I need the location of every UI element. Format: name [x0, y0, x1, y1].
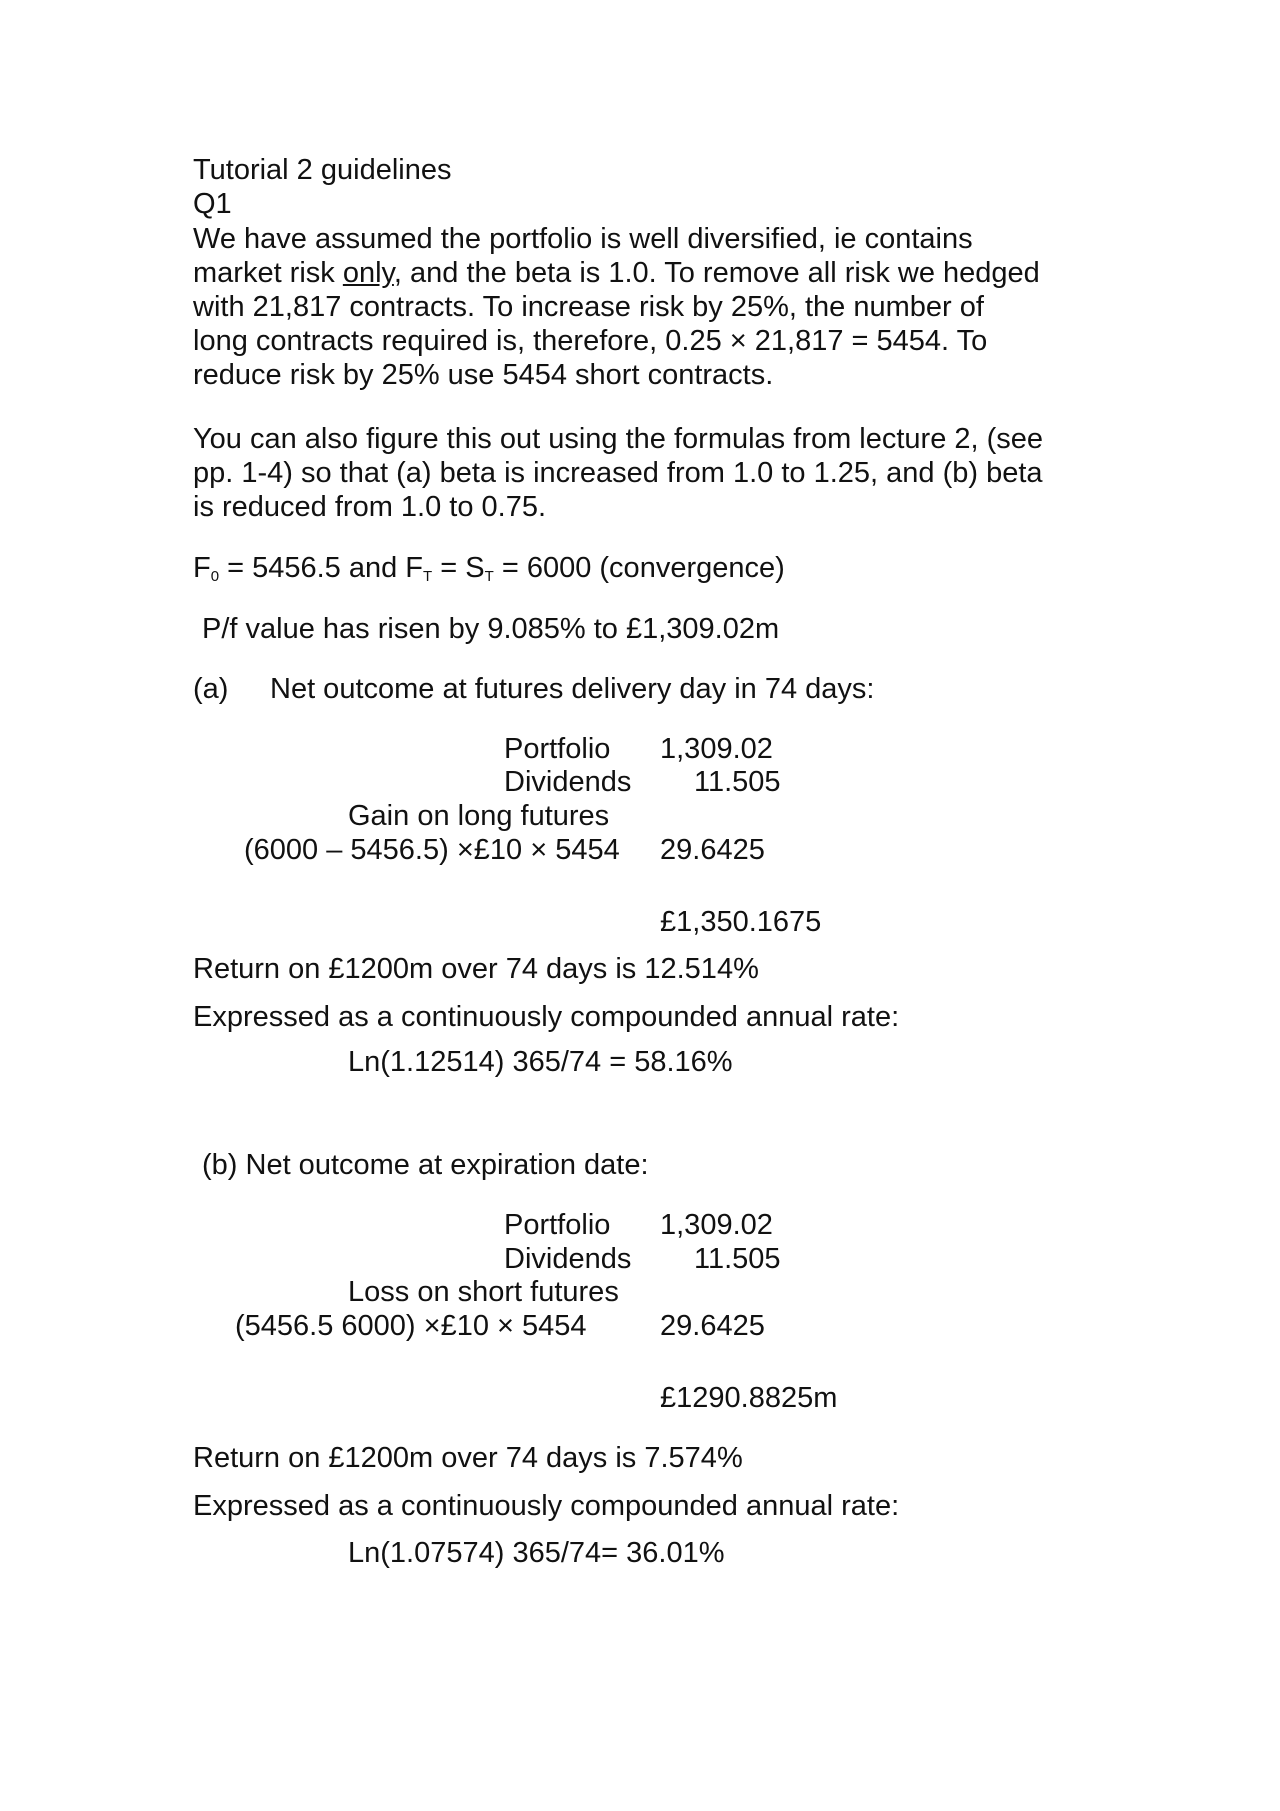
part-a-futures-label: Gain on long futures [348, 800, 610, 832]
part-b-dividends-label: Dividends [504, 1243, 632, 1275]
part-a-return: Return on £1200m over 74 days is 12.514% [193, 953, 759, 985]
part-a-total: £1,350.1675 [660, 906, 822, 938]
text-span: F [193, 552, 211, 584]
part-a-dividends-label: Dividends [504, 766, 632, 798]
part-b-dividends-value: 11.505 [694, 1243, 781, 1275]
part-b-return: Return on £1200m over 74 days is 7.574% [193, 1442, 743, 1474]
text-span: , and the beta is 1.0. To remove all risk we hedged [393, 257, 1040, 289]
subscript: 0 [210, 568, 220, 585]
part-a-label: (a) [193, 673, 229, 705]
part-b-heading: (b) Net outcome at expiration date: [202, 1149, 649, 1181]
text-span: = 6000 (convergence) [493, 552, 785, 584]
part-b-futures-label: Loss on short futures [348, 1276, 619, 1308]
part-a-dividends-value: 11.505 [694, 766, 781, 798]
part-b-portfolio-value: 1,309.02 [660, 1209, 773, 1241]
part-a-heading: Net outcome at futures delivery day in 74 days: [270, 673, 875, 705]
text-span: market risk [193, 257, 343, 289]
text-span: = S [432, 552, 485, 584]
paragraph-line: with 21,817 contracts. To increase risk by 25%, the number of [193, 291, 984, 323]
paragraph-line [193, 256, 1093, 290]
part-b-expressed: Expressed as a continuously compounded annual rate: [193, 1490, 900, 1522]
paragraph-line: You can also figure this out using the formulas from lecture 2, (see [193, 423, 1044, 455]
paragraph-line: is reduced from 1.0 to 0.75. [193, 491, 547, 523]
question-label: Q1 [193, 188, 232, 220]
paragraph-line: pp. 1-4) so that (a) beta is increased from 1.0 to 1.25, and (b) beta [193, 457, 1043, 489]
part-a-ln-formula: Ln(1.12514) 365/74 = 58.16% [348, 1046, 733, 1078]
part-a-portfolio-value: 1,309.02 [660, 733, 773, 765]
paragraph-line: We have assumed the portfolio is well diversified, ie contains [193, 223, 973, 255]
part-b-total: £1290.8825m [660, 1382, 838, 1414]
document-title: Tutorial 2 guidelines [193, 154, 452, 186]
part-a-futures-calc: (6000 – 5456.5) ×£10 × 5454 [244, 834, 620, 866]
paragraph-hedging [193, 222, 1093, 392]
part-a-expressed: Expressed as a continuously compounded annual rate: [193, 1001, 900, 1033]
part-b-futures-value: 29.6425 [660, 1310, 765, 1342]
part-a-futures-value: 29.6425 [660, 834, 765, 866]
paragraph-line: reduce risk by 25% use 5454 short contracts. [193, 359, 774, 391]
text-span: = 5456.5 and F [219, 552, 424, 584]
part-b-futures-calc: (5456.5 6000) ×£10 × 5454 [235, 1310, 587, 1342]
underlined-word: only [342, 257, 394, 289]
part-b-portfolio-label: Portfolio [504, 1209, 611, 1241]
paragraph-line: long contracts required is, therefore, 0.25 × 21,817 = 5454. To [193, 325, 988, 357]
paragraph-formulas [193, 422, 1093, 524]
subscript: T [484, 568, 494, 585]
convergence-formula [193, 551, 785, 585]
subscript: T [423, 568, 433, 585]
portfolio-value-text: P/f value has risen by 9.085% to £1,309.02m [202, 613, 780, 645]
part-a-portfolio-label: Portfolio [504, 733, 611, 765]
part-b-ln-formula: Ln(1.07574) 365/74= 36.01% [348, 1537, 725, 1569]
